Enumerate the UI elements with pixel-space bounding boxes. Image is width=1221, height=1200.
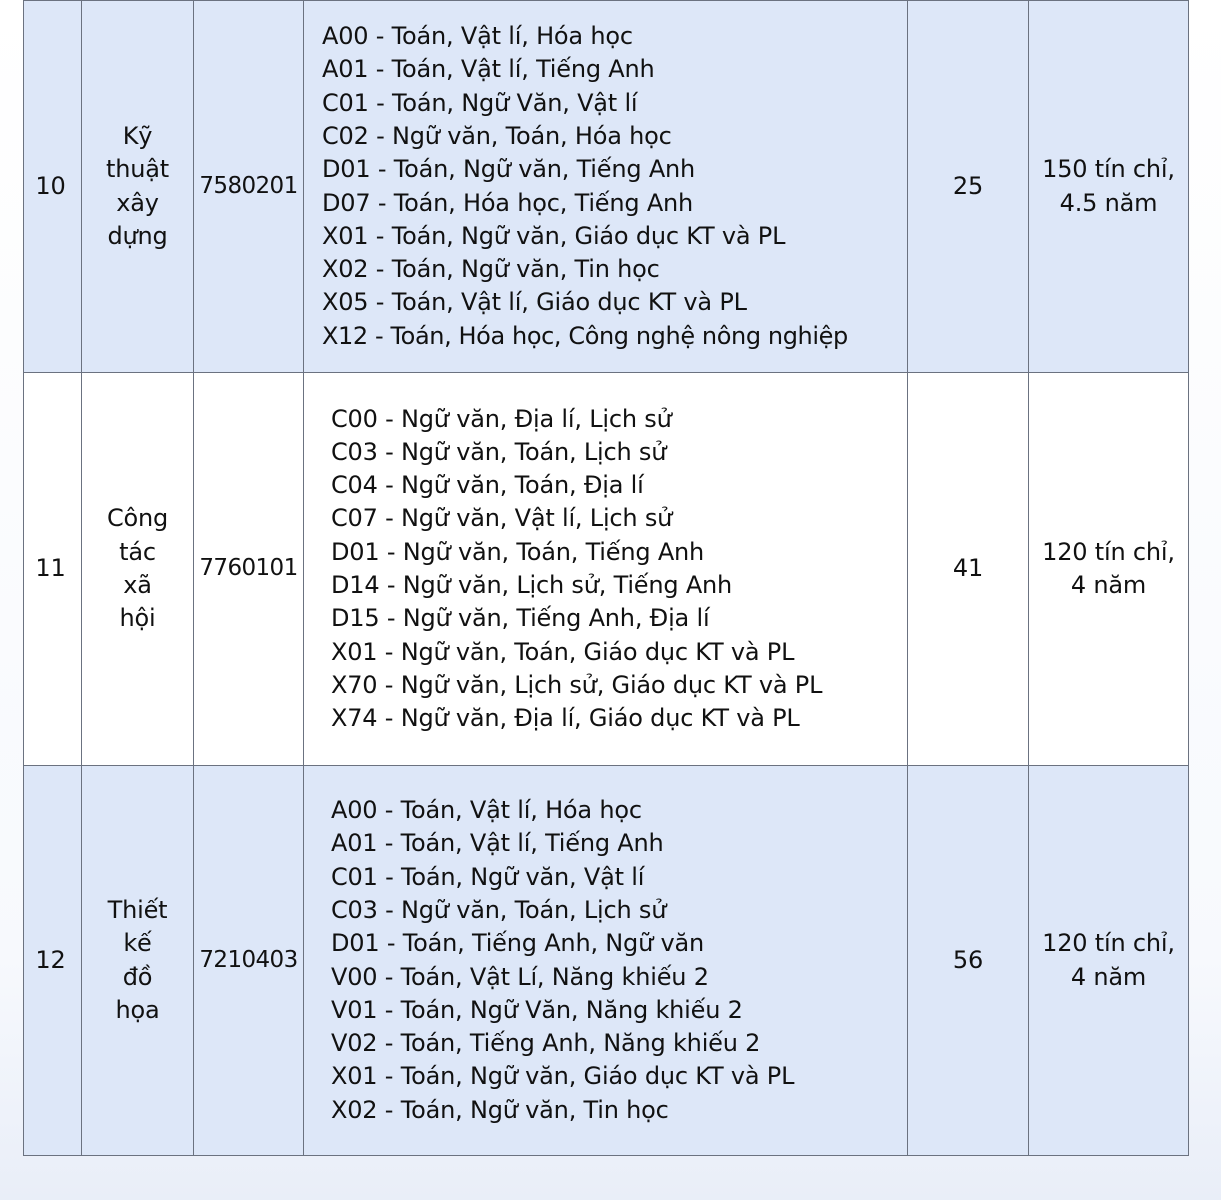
combo-item: C03 - Ngữ văn, Toán, Lịch sử: [331, 437, 667, 466]
combo-item: X70 - Ngữ văn, Lịch sử, Giáo dục KT và PL: [331, 670, 823, 699]
combo-item: C07 - Ngữ văn, Vật lí, Lịch sử: [331, 504, 673, 533]
combo-item: A00 - Toán, Vật lí, Hóa học: [331, 796, 642, 825]
combo-item: D01 - Ngữ văn, Toán, Tiếng Anh: [331, 537, 705, 566]
combo-item: V01 - Toán, Ngữ Văn, Năng khiếu 2: [331, 995, 743, 1024]
combo-item: A00 - Toán, Vật lí, Hóa học: [322, 22, 633, 51]
row-number: 12: [24, 766, 82, 1156]
quota: 25: [908, 1, 1029, 373]
combo-item: X74 - Ngữ văn, Địa lí, Giáo dục KT và PL: [331, 704, 800, 733]
combo-item: D14 - Ngữ văn, Lịch sử, Tiếng Anh: [331, 571, 733, 599]
subject-combinations: [304, 373, 908, 766]
combo-item: X02 - Toán, Ngữ văn, Tin học: [331, 1095, 669, 1124]
duration-line: 4 năm: [1070, 571, 1147, 599]
combo-item: X01 - Toán, Ngữ văn, Giáo dục KT và PL: [322, 221, 786, 250]
major-name-line: kế: [123, 929, 152, 958]
combo-item: C01 - Toán, Ngữ Văn, Vật lí: [322, 88, 638, 117]
combo-list: [331, 403, 907, 736]
combo-item: C00 - Ngữ văn, Địa lí, Lịch sử: [331, 404, 672, 433]
major-code: 7210403: [194, 766, 304, 1156]
combo-item: A01 - Toán, Vật lí, Tiếng Anh: [322, 55, 655, 84]
combo-item: V02 - Toán, Tiếng Anh, Năng khiếu 2: [331, 1029, 761, 1058]
admissions-table: [23, 0, 1189, 1156]
subject-combinations: [304, 766, 908, 1156]
table-row: [24, 373, 1189, 766]
combo-item: X02 - Toán, Ngữ văn, Tin học: [322, 255, 660, 284]
combo-item: X01 - Toán, Ngữ văn, Giáo dục KT và PL: [331, 1062, 795, 1091]
major-name-line: đồ: [122, 962, 153, 991]
major-name-line: xây: [116, 188, 159, 217]
combo-item: X12 - Toán, Hóa học, Công nghệ nông nghiệp: [322, 321, 848, 350]
major-name-line: xã: [123, 571, 152, 599]
credits-line: 120 tín chỉ,: [1042, 929, 1175, 958]
combo-item: V00 - Toán, Vật Lí, Năng khiếu 2: [331, 962, 709, 991]
quota: 56: [908, 766, 1029, 1156]
credits-line: 150 tín chỉ,: [1042, 155, 1175, 184]
combo-list: [331, 794, 907, 1127]
combo-item: C04 - Ngữ văn, Toán, Địa lí: [331, 471, 644, 500]
major-name-line: thuật: [106, 155, 169, 184]
admissions-table-sheet: [23, 0, 1188, 1155]
table-row: [24, 1, 1189, 373]
major-name: [82, 766, 194, 1156]
major-name-line: tác: [119, 537, 156, 566]
combo-list: [322, 20, 907, 353]
combo-item: C02 - Ngữ văn, Toán, Hóa học: [322, 121, 672, 150]
table-row: [24, 766, 1189, 1156]
combo-item: D01 - Toán, Tiếng Anh, Ngữ văn: [331, 929, 705, 958]
duration-line: 4.5 năm: [1059, 188, 1158, 217]
major-name-line: Thiết: [107, 895, 168, 924]
major-name-line: Kỹ: [122, 121, 153, 150]
table-body: [24, 1, 1189, 1156]
credits-duration: [1029, 1, 1189, 373]
credits-duration: [1029, 766, 1189, 1156]
major-name-line: dựng: [107, 221, 168, 250]
credits-line: 120 tín chỉ,: [1042, 537, 1175, 566]
subject-combinations: [304, 1, 908, 373]
major-name: [82, 1, 194, 373]
major-name-line: họa: [115, 995, 160, 1024]
combo-item: D01 - Toán, Ngữ văn, Tiếng Anh: [322, 155, 696, 184]
row-number: 10: [24, 1, 82, 373]
major-code: 7760101: [194, 373, 304, 766]
combo-item: A01 - Toán, Vật lí, Tiếng Anh: [331, 829, 664, 858]
duration-line: 4 năm: [1070, 962, 1147, 991]
quota: 41: [908, 373, 1029, 766]
combo-item: C03 - Ngữ văn, Toán, Lịch sử: [331, 895, 667, 924]
combo-item: X05 - Toán, Vật lí, Giáo dục KT và PL: [322, 288, 747, 317]
row-number: 11: [24, 373, 82, 766]
major-name-line: hội: [119, 604, 156, 633]
combo-item: D07 - Toán, Hóa học, Tiếng Anh: [322, 188, 694, 217]
credits-duration: [1029, 373, 1189, 766]
combo-item: D15 - Ngữ văn, Tiếng Anh, Địa lí: [331, 604, 710, 633]
major-name: [82, 373, 194, 766]
major-code: 7580201: [194, 1, 304, 373]
major-name-line: Công: [106, 504, 169, 533]
combo-item: X01 - Ngữ văn, Toán, Giáo dục KT và PL: [331, 637, 795, 666]
combo-item: C01 - Toán, Ngữ văn, Vật lí: [331, 862, 645, 891]
